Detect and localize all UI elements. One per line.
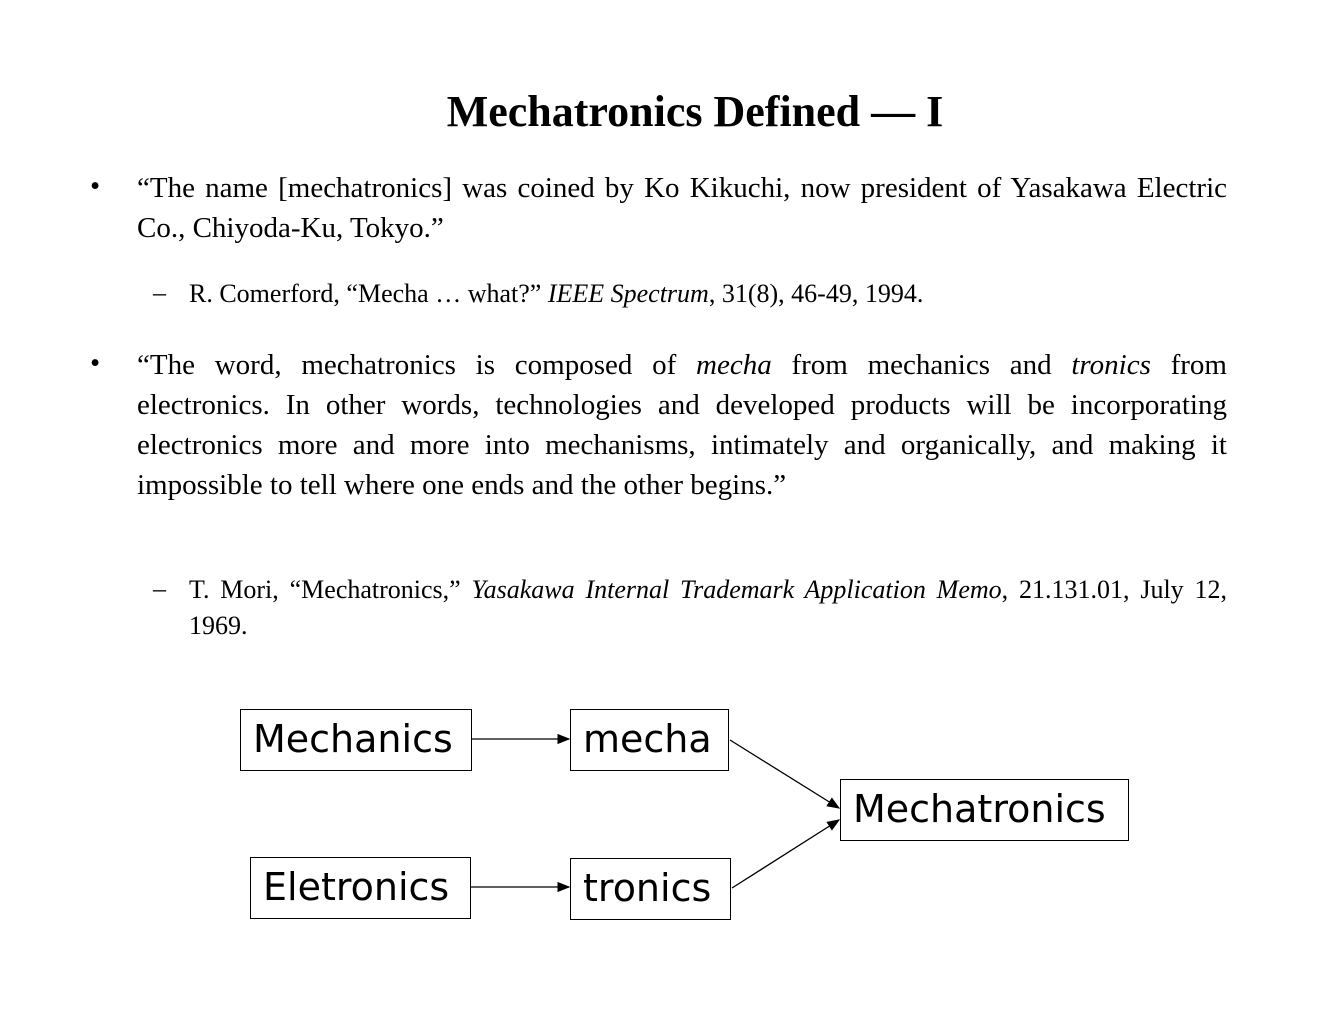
quote-text: “The word, mechatronics is composed of <box>137 349 697 381</box>
arrow <box>730 740 839 808</box>
bullet-icon: • <box>90 170 101 202</box>
quote-text: from mechanics and <box>771 349 1072 381</box>
ref-journal: Yasakawa Internal Trademark Application Memo <box>471 575 1002 604</box>
box-mechanics: Mechanics <box>240 709 472 771</box>
ref-text: R. Comerford, “Mecha … what?” <box>189 279 548 308</box>
bullet-icon: • <box>90 347 101 379</box>
quote-1: “The name [mechatronics] was coined by Ko Kikuchi, now president of Yasakawa Electric Co., Chiyoda-Ku, Tokyo.” <box>137 172 1227 244</box>
box-electronics: Eletronics <box>250 857 471 919</box>
slide-title: Mechatronics Defined — I <box>446 87 944 136</box>
arrow <box>732 820 839 888</box>
dash-icon: – <box>153 278 166 307</box>
ref-text: , 31(8), 46-49, 1994. <box>708 279 924 308</box>
dash-icon: – <box>153 574 166 603</box>
ref-text: T. Mori, “Mechatronics,” <box>189 575 472 604</box>
ref-journal: IEEE Spectrum <box>547 279 709 308</box>
box-mecha: mecha <box>570 709 729 771</box>
quote-italic: tronics <box>1071 349 1151 381</box>
quote-italic: mecha <box>696 349 772 381</box>
box-mechatronics: Mechatronics <box>840 779 1129 841</box>
box-tronics: tronics <box>570 858 731 920</box>
quote-text: from electronics. In other words, technologies and developed products will be incorporating electronics more and more into mechanisms, intimately and organically, and making it impossible to tell where one ends and the other begins.” <box>137 349 1227 501</box>
ref-text: , 21.131.01, July 12, 1969. <box>189 575 1227 640</box>
